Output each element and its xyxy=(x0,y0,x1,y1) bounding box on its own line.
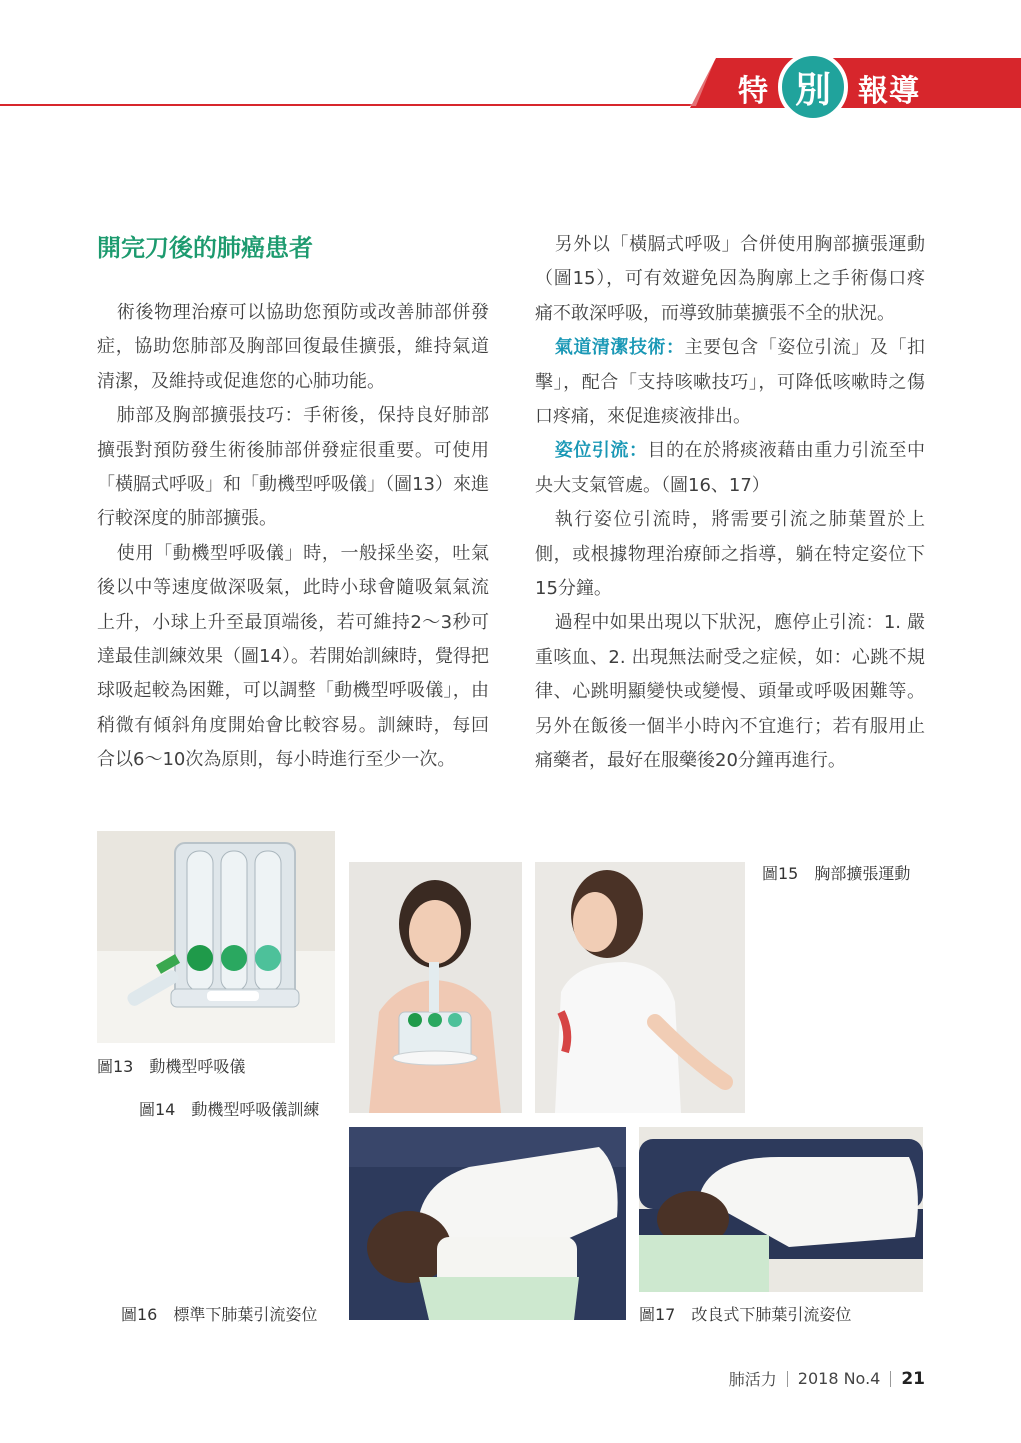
page-number: 21 xyxy=(901,1368,925,1389)
right-column xyxy=(535,228,925,779)
figure-13-photo xyxy=(97,831,335,1043)
paragraph: 肺部及胸部擴張技巧：手術後，保持良好肺部擴張對預防發生術後肺部併發症很重要。可使用「橫膈式呼吸」和「動機型呼吸儀」（圖13）來進行較深度的肺部擴張。 xyxy=(97,405,489,530)
footer-divider xyxy=(787,1371,788,1387)
figure-15-photo xyxy=(535,862,745,1113)
caption-text: 改良式下肺葉引流姿位 xyxy=(691,1305,852,1324)
magazine-name: 肺活力 xyxy=(728,1370,777,1389)
paragraph: 另外以「橫膈式呼吸」合併使用胸部擴張運動（圖15），可有效避免因為胸廓上之手術傷口疼痛不敢深呼吸，而導致肺葉擴張不全的狀況。 xyxy=(535,234,925,324)
caption-number: 圖14 xyxy=(139,1100,176,1119)
caption-fig15 xyxy=(762,861,910,884)
paragraph: 術後物理治療可以協助您預防或改善肺部併發症，協助您肺部及胸部回復最佳擴張，維持氣道清潔，及維持或促進您的心肺功能。 xyxy=(97,302,489,392)
banner-word-mid: 別 xyxy=(794,68,831,111)
caption-number: 圖17 xyxy=(639,1305,676,1324)
caption-number: 圖16 xyxy=(121,1305,158,1324)
header-rule xyxy=(0,104,700,106)
paragraph: 過程中如果出現以下狀況，應停止引流：1. 嚴重咳血、2. 出現無法耐受之症候，如：心跳不規律、心跳明顯變快或變慢、頭暈或呼吸困難等。另外在飯後一個半小時內不宜進行；若有服用止痛藥者，最好在服藥後20分鐘再進行。 xyxy=(535,612,925,772)
paragraph: 執行姿位引流時，將需要引流之肺葉置於上側，或根據物理治療師之指導，躺在特定姿位下15分鐘。 xyxy=(535,509,925,600)
caption-number: 圖15 xyxy=(762,864,799,883)
figure-17-photo xyxy=(639,1127,923,1292)
paragraph xyxy=(535,331,925,434)
caption-fig16 xyxy=(121,1302,317,1325)
banner-word-left: 特 xyxy=(738,74,769,109)
page-footer xyxy=(729,1367,925,1390)
paragraph-text: 主要包含「姿位引流」及「扣擊」，配合「支持咳嗽技巧」，可降低咳嗽時之傷口疼痛，來促進痰液排出。 xyxy=(535,337,926,428)
caption-number: 圖13 xyxy=(97,1057,134,1076)
caption-text: 標準下肺葉引流姿位 xyxy=(173,1305,318,1324)
footer-divider xyxy=(890,1371,891,1387)
caption-fig17 xyxy=(639,1302,851,1325)
caption-text: 動機型呼吸儀訓練 xyxy=(191,1100,320,1119)
paragraph xyxy=(535,434,925,503)
figure-16-photo xyxy=(349,1127,626,1320)
left-column xyxy=(97,296,489,778)
term-postural-drainage: 姿位引流： xyxy=(554,440,648,462)
paragraph: 使用「動機型呼吸儀」時，一般採坐姿，吐氣後以中等速度做深吸氣，此時小球會隨吸氣氣流上升，小球上升至最頂端後，若可維持2～3秒可達最佳訓練效果（圖14）。若開始訓練時，覺得把球吸起較為困難，可以調整「動機型呼吸儀」，由稍微有傾斜角度開始會比較容易。訓練時，每回合以6～10次為原則，每小時進行至少一次。 xyxy=(97,542,489,771)
banner-word-right: 報導 xyxy=(858,74,920,109)
paragraph-text: 目的在於將痰液藉由重力引流至中央大支氣管處。（圖16、17） xyxy=(535,440,926,496)
banner-circle xyxy=(778,52,848,122)
figure-14-photo xyxy=(349,862,522,1113)
issue-label: 2018 No.4 xyxy=(797,1369,881,1388)
caption-text: 胸部擴張運動 xyxy=(814,864,911,883)
caption-text: 動機型呼吸儀 xyxy=(149,1057,246,1076)
caption-fig14 xyxy=(139,1097,319,1120)
section-title: 開完刀後的肺癌患者 xyxy=(97,234,313,262)
caption-fig13 xyxy=(97,1054,245,1077)
term-airway-clearance: 氣道清潔技術： xyxy=(554,337,685,359)
